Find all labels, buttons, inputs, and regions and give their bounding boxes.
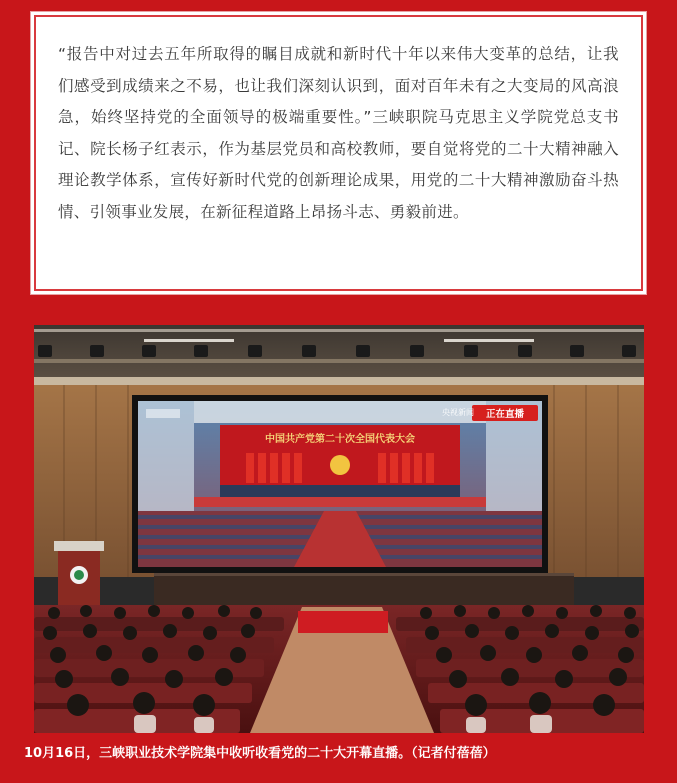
live-badge-label: 正在直播 — [485, 409, 525, 420]
channel-badge: 央视新闻 — [442, 408, 474, 417]
screen-banner: 中国共产党第二十次全国代表大会 — [265, 434, 415, 445]
auditorium-illustration — [34, 325, 644, 733]
ceiling — [34, 325, 644, 377]
party-emblem — [330, 455, 350, 475]
red-carpet-step — [298, 611, 388, 633]
quote-box — [34, 15, 643, 291]
podium — [54, 541, 104, 605]
news-photo — [34, 325, 644, 733]
quote-text: “报告中对过去五年所取得的瞩目成就和新时代十年以来伟大变革的总结，让我们感受到成绩来之不易，也让我们深刻认识到，面对百年未有之大变局的风高浪急，始终坚持党的全面领导的极端重要性。”三峡职院马克思主义学院党总支书记、院长杨子红表示，作为基层党员和高校教师，要自觉将党的二十大精神融入理论教学体系，宣传好新时代党的创新理论成果，用党的二十大精神激励奋斗热情、引领事业发展，在新征程道路上昂扬斗志、勇毅前进。 — [58, 45, 619, 221]
stage — [154, 573, 574, 605]
cctv-logo — [146, 409, 180, 418]
delegates-seating — [138, 511, 542, 567]
photo-caption: 10月16日，三峡职业技术学院集中收听收看党的二十大开幕直播。（记者付蓓蓓） — [24, 746, 496, 761]
